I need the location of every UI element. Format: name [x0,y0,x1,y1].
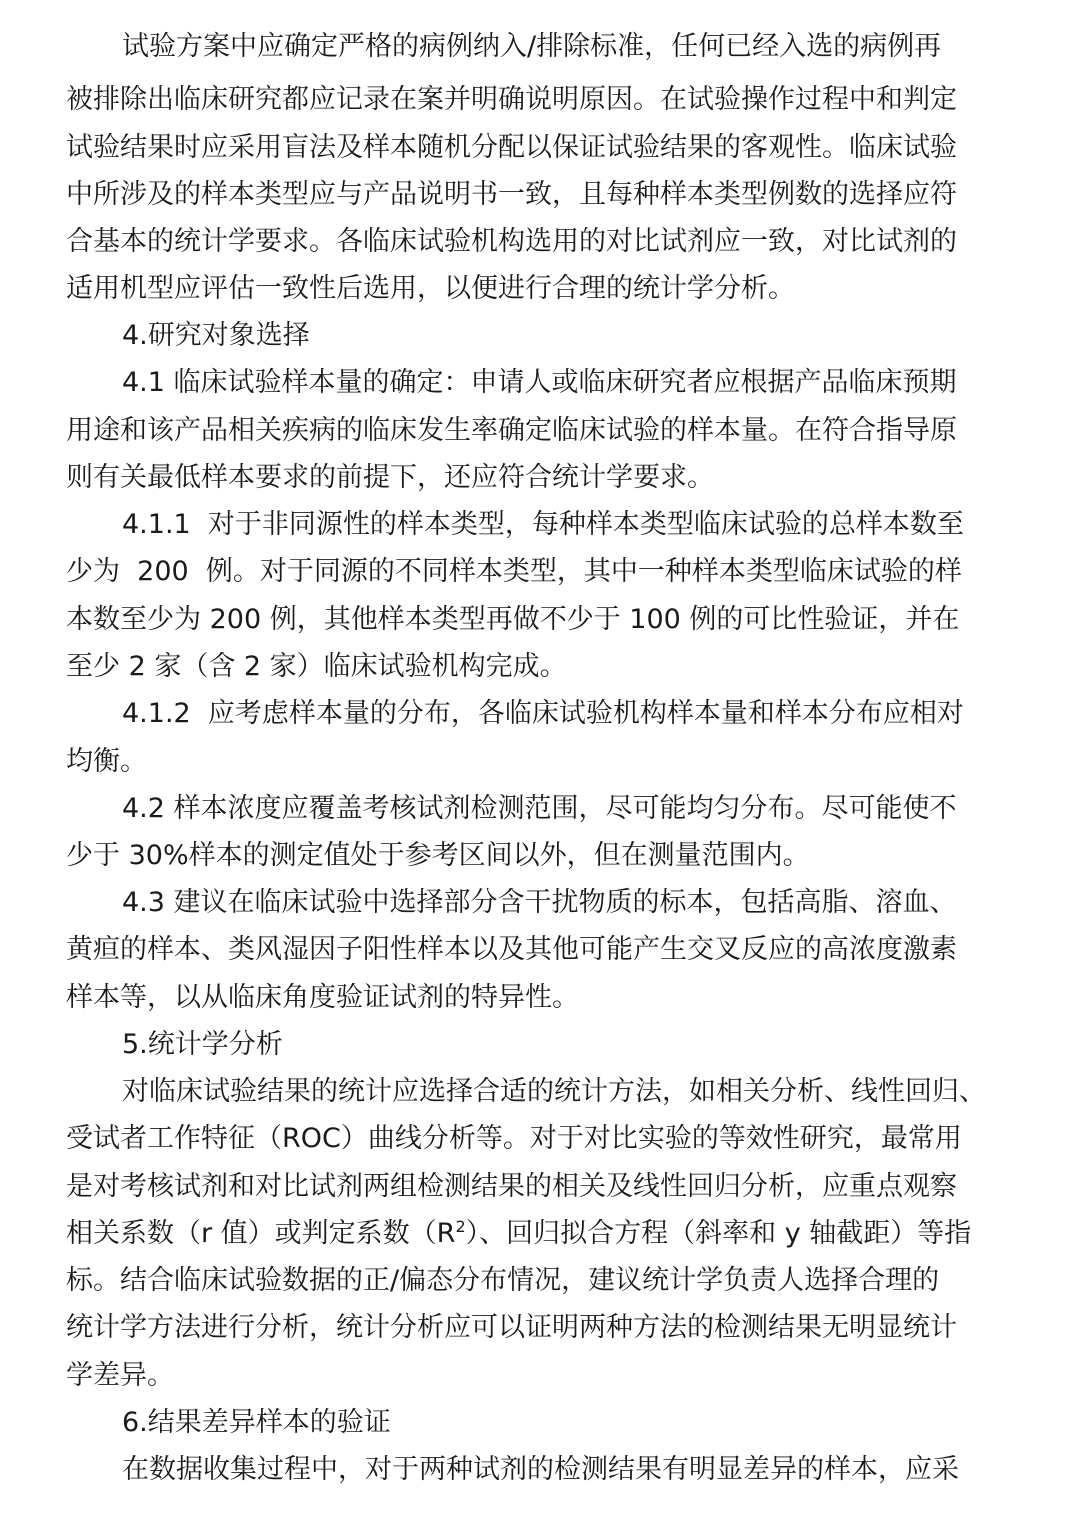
text-line: 被排除出临床研究都应记录在案并明确说明原因。在试验操作过程中和判定 [66,84,957,115]
text-line: 对临床试验结果的统计应选择合适的统计方法，如相关分析、线性回归、 [122,1076,986,1107]
section-heading: 4.研究对象选择 [122,320,310,351]
text-line: 在数据收集过程中，对于两种试剂的检测结果有明显差异的样本，应采 [122,1454,959,1485]
text-line: 本数至少为 200 例，其他样本类型再做不少于 100 例的可比性验证，并在 [66,604,960,635]
text-line: 4.1.1 对于非同源性的样本类型，每种样本类型临床试验的总样本数至 [122,509,964,540]
section-heading: 6.结果差异样本的验证 [122,1407,391,1438]
text-line: 黄疸的样本、类风湿因子阳性样本以及其他可能产生交叉反应的高浓度激素 [66,934,957,965]
text-line: 4.1.2 应考虑样本量的分布，各临床试验机构样本量和样本分布应相对 [122,698,964,729]
text-line: 受试者工作特征（ROC）曲线分析等。对于对比实验的等效性研究，最常用 [66,1123,962,1154]
text-line: 4.3 建议在临床试验中选择部分含干扰物质的标本，包括高脂、溶血、 [122,887,957,918]
text-segment: 相关系数（r 值）或判定系数（R [66,1218,456,1249]
text-line: 统计学方法进行分析，统计分析应可以证明两种方法的检测结果无明显统计 [66,1312,957,1343]
text-line: 是对考核试剂和对比试剂两组检测结果的相关及线性回归分析，应重点观察 [66,1171,957,1202]
section-heading: 5.统计学分析 [122,1029,283,1060]
text-line: 少于 30%样本的测定值处于参考区间以外，但在测量范围内。 [66,840,810,871]
text-line: 样本等，以从临床角度验证试剂的特异性。 [66,982,579,1013]
text-line: 适用机型应评估一致性后选用，以便进行合理的统计学分析。 [66,273,795,304]
text-line-with-superscript [66,1211,1016,1257]
text-line: 学差异。 [66,1360,174,1391]
text-line: 4.2 样本浓度应覆盖考核试剂检测范围，尽可能均匀分布。尽可能使不 [122,793,957,824]
text-line: 至少 2 家（含 2 家）临床试验机构完成。 [66,651,567,682]
text-line: 合基本的统计学要求。各临床试验机构选用的对比试剂应一致，对比试剂的 [66,226,957,257]
text-line: 中所涉及的样本类型应与产品说明书一致，且每种样本类型例数的选择应符 [66,179,957,210]
text-segment: ）、回归拟合方程（斜率和 y 轴截距）等指 [465,1218,972,1249]
text-line: 试验结果时应采用盲法及样本随机分配以保证试验结果的客观性。临床试验 [66,132,957,163]
text-line: 用途和该产品相关疾病的临床发生率确定临床试验的样本量。在符合指导原 [66,415,957,446]
text-line: 则有关最低样本要求的前提下，还应符合统计学要求。 [66,462,714,493]
text-line: 均衡。 [66,746,147,777]
superscript: 2 [455,1217,466,1236]
text-line: 少为 200 例。对于同源的不同样本类型，其中一种样本类型临床试验的样 [66,556,962,587]
text-line: 4.1 临床试验样本量的确定：申请人或临床研究者应根据产品临床预期 [122,367,957,398]
text-line: 标。结合临床试验数据的正/偏态分布情况，建议统计学负责人选择合理的 [66,1265,940,1296]
text-line: 试验方案中应确定严格的病例纳入/排除标准，任何已经入选的病例再 [122,31,942,62]
